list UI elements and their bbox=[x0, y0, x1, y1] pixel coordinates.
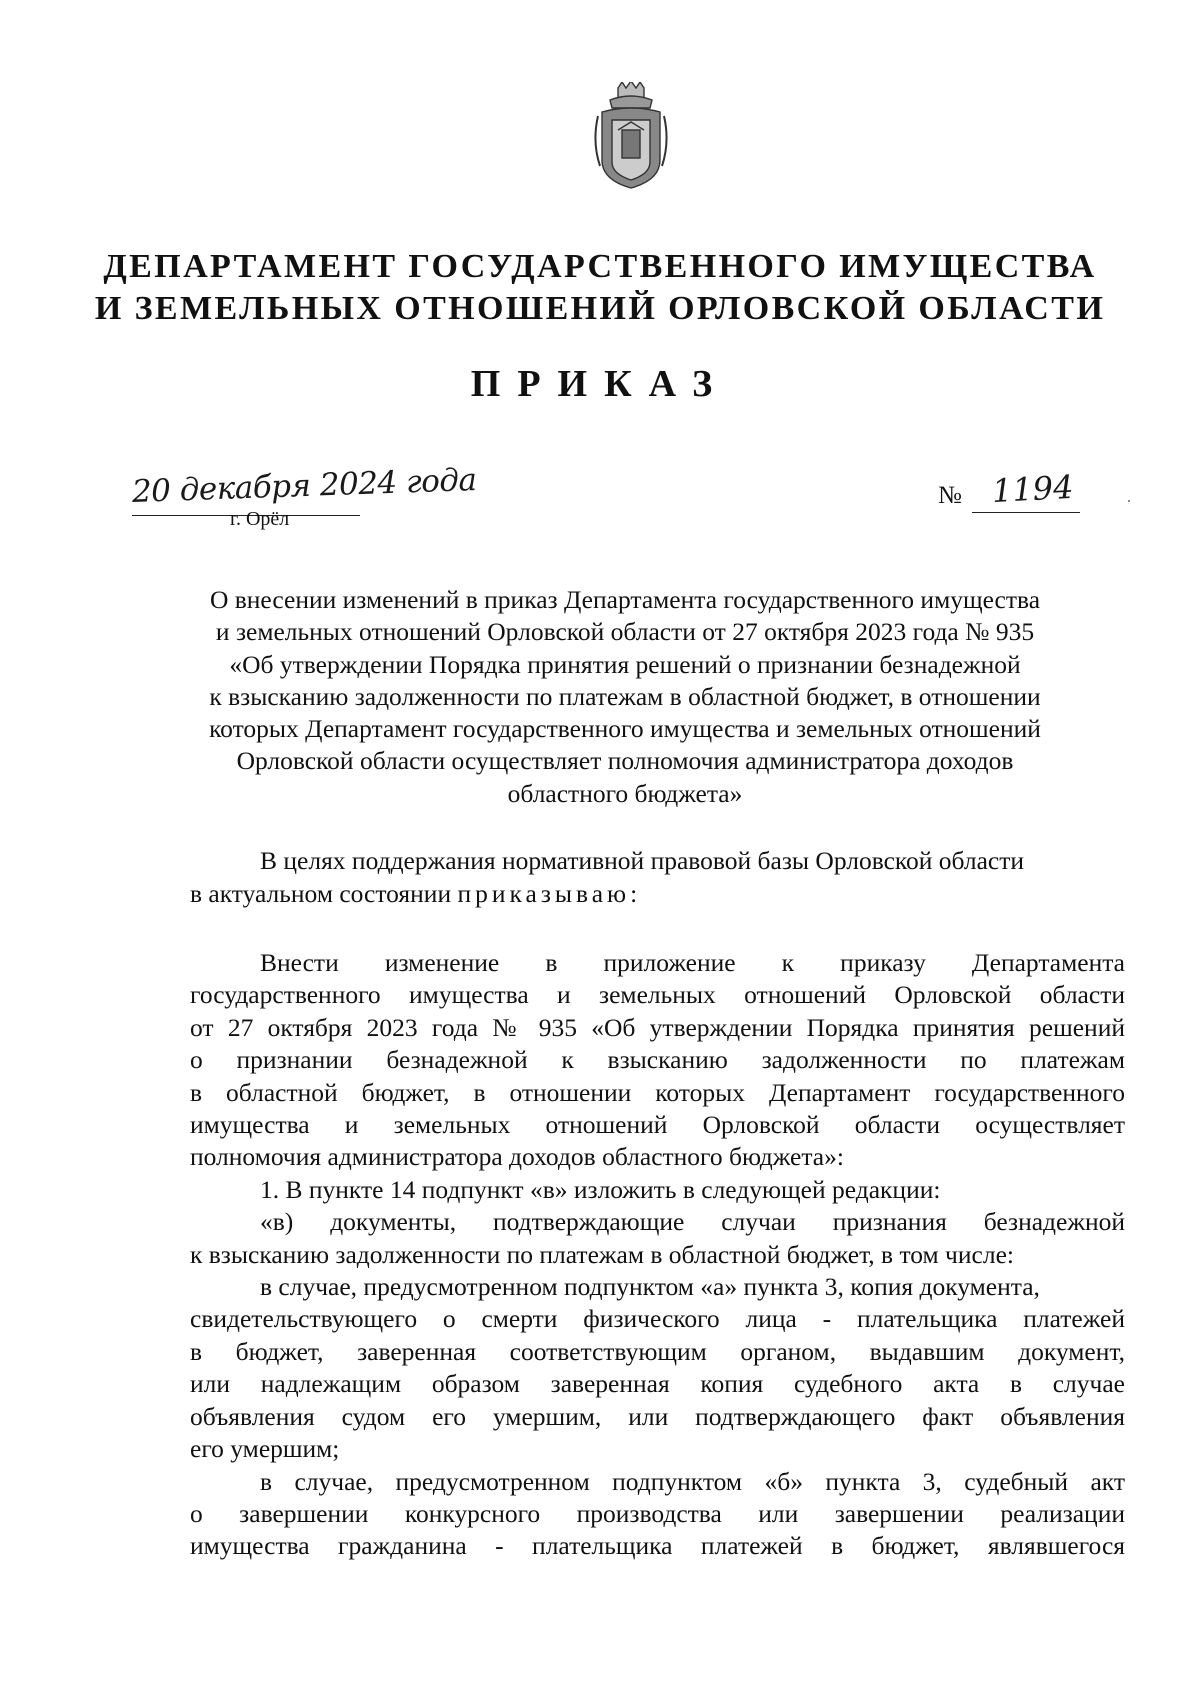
subject-line: которых Департамент государственного имущества и земельных отношений bbox=[209, 714, 1041, 744]
body-line: о признании безнадежной к взысканию задолженности по платежам bbox=[190, 1045, 1125, 1075]
body-line: имущества и земельных отношений Орловской области осуществляет bbox=[190, 1110, 1125, 1140]
organization-name-line1: ДЕПАРТАМЕНТ ГОСУДАРСТВЕННОГО ИМУЩЕСТВА bbox=[103, 248, 1097, 285]
number-sign: № bbox=[938, 482, 962, 509]
city: г. Орёл bbox=[230, 508, 290, 530]
organization-name-line2: И ЗЕМЕЛЬНЫХ ОТНОШЕНИЙ ОРЛОВСКОЙ ОБЛАСТИ bbox=[94, 290, 1106, 327]
body-line: имущества гражданина - плательщика платежей в бюджет, являвшегося bbox=[190, 1531, 1125, 1561]
coat-of-arms-icon bbox=[588, 82, 674, 192]
order-verb: приказываю bbox=[457, 878, 631, 908]
body-line: Внести изменение в приложение к приказу Департамента bbox=[260, 948, 1125, 977]
preamble-line bbox=[190, 878, 1125, 911]
organization-name bbox=[0, 246, 1200, 330]
subject-line: О внесении изменений в приказ Департамента государственного имущества bbox=[209, 585, 1041, 614]
subject-line: к взысканию задолженности по платежам в областной бюджет, в отношении bbox=[209, 681, 1041, 711]
preamble-colon: : bbox=[630, 878, 638, 908]
body-line: о завершении конкурсного производства или завершении реализации bbox=[190, 1498, 1125, 1528]
body-line: от 27 октября 2023 года № 935 «Об утверждении Порядка принятия решений bbox=[190, 1012, 1125, 1042]
subject-line: и земельных отношений Орловской области от 27 октября 2023 года № 935 bbox=[215, 617, 1035, 647]
scan-speck bbox=[1128, 500, 1130, 502]
body-line: в бюджет, заверенная соответствующим органом, выдавшим документ, bbox=[190, 1336, 1125, 1366]
body-line: в случае, предусмотренном подпунктом «а» пункта 3, копия документа, bbox=[260, 1272, 1040, 1302]
document-type: ПРИКАЗ bbox=[470, 363, 730, 405]
document-date-handwritten: 20 декабря 2024 года bbox=[131, 461, 478, 510]
body-line: к взысканию задолженности по платежам в областной бюджет, в том числе: bbox=[190, 1239, 1014, 1269]
number-underline bbox=[972, 512, 1080, 513]
subject-line: Орловской области осуществляет полномочия администратора доходов bbox=[236, 746, 1014, 776]
body-line: или надлежащим образом заверенная копия судебного акта в случае bbox=[190, 1369, 1125, 1399]
body-line: государственного имущества и земельных отношений Орловской области bbox=[190, 980, 1125, 1010]
preamble-text: в актуальном состоянии bbox=[190, 878, 458, 908]
order-body bbox=[190, 947, 1125, 1563]
body-line: его умершим; bbox=[190, 1434, 340, 1464]
body-line: 1. В пункте 14 подпункт «в» изложить в следующей редакции: bbox=[260, 1174, 941, 1204]
body-line: свидетельствующего о смерти физического лица - плательщика платежей bbox=[190, 1304, 1125, 1334]
body-line: объявления судом его умершим, или подтверждающего факт объявления bbox=[190, 1401, 1125, 1431]
document-subject bbox=[160, 584, 1090, 810]
subject-line: «Об утверждении Порядка принятия решений о признании безнадежной bbox=[229, 649, 1021, 679]
subject-line: областного бюджета» bbox=[507, 778, 743, 808]
body-line: «в) документы, подтверждающие случаи признания безнадежной bbox=[260, 1207, 1125, 1237]
preamble bbox=[190, 845, 1125, 910]
body-line: полномочия администратора доходов областного бюджета»: bbox=[190, 1142, 844, 1172]
body-line: в случае, предусмотренном подпунктом «б» пункта 3, судебный акт bbox=[260, 1466, 1125, 1496]
body-line: в областной бюджет, в отношении которых Департамент государственного bbox=[190, 1077, 1125, 1107]
document-number-handwritten: 1194 bbox=[991, 467, 1075, 511]
preamble-line: В целях поддержания нормативной правовой базы Орловской области bbox=[260, 846, 1025, 875]
